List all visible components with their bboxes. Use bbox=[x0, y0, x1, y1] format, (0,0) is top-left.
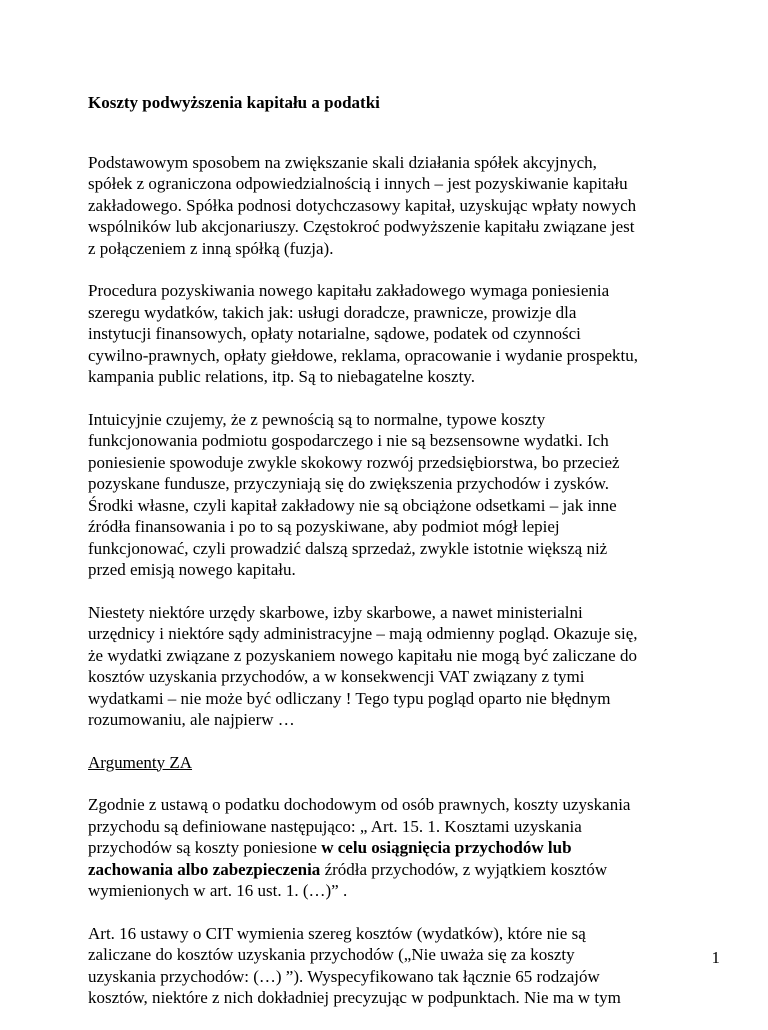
plain-text: przychodów są koszty poniesione bbox=[88, 838, 322, 857]
text-line: pozyskane fundusze, przyczyniają się do zwiększenia przychodów i zysków. bbox=[88, 474, 609, 493]
paragraph-3 bbox=[88, 409, 728, 581]
text-line: cywilno-prawnych, opłaty giełdowe, reklama, opracowanie i wydanie prospektu, bbox=[88, 345, 638, 365]
text-line: uzyskania przychodów: (…) ”). Wyspecyfikowano tak łącznie 65 rodzajów bbox=[88, 966, 600, 986]
text-line: poniesienie spowoduje zwykle skokowy rozwój przedsiębiorstwa, bo przecież bbox=[88, 452, 620, 472]
text-line: szeregu wydatków, takich jak: usługi doradcze, prawnicze, prowizje dla bbox=[88, 302, 577, 322]
text-line: funkcjonować, czyli prowadzić dalszą sprzedaż, zwykle istotnie większą niż bbox=[88, 538, 608, 558]
text-line: zakładowego. Spółka podnosi dotychczasowy kapitał, uzyskując wpłaty nowych bbox=[88, 195, 637, 215]
text-line: z połączeniem z inną spółką (fuzja). bbox=[88, 238, 334, 258]
paragraph-5 bbox=[88, 794, 728, 902]
text-line: kampania public relations, itp. Są to niebagatelne koszty. bbox=[88, 367, 475, 386]
text-line: spółek z ograniczona odpowiedzialnością i innych – jest pozyskiwanie kapitału bbox=[88, 174, 628, 193]
text-line-mixed bbox=[88, 859, 728, 881]
text-line: źródła finansowania i po to są pozyskiwane, aby podmiot mógł lepiej bbox=[88, 517, 560, 536]
bold-text: zachowania albo zabezpieczenia bbox=[88, 859, 321, 879]
text-line: przychodu są definiowane następująco: „ Art. 15. 1. Kosztami uzyskania bbox=[88, 816, 582, 836]
plain-text: źródła przychodów, z wyjątkiem kosztów bbox=[320, 859, 608, 879]
page-number: 1 bbox=[711, 948, 720, 967]
text-line: Niestety niektóre urzędy skarbowe, izby skarbowe, a nawet ministerialni bbox=[88, 602, 583, 622]
text-line: wymienionych w art. 16 ust. 1. (…)” . bbox=[88, 881, 348, 900]
document-page bbox=[88, 92, 728, 1030]
text-line: Zgodnie z ustawą o podatku dochodowym od osób prawnych, koszty uzyskania bbox=[88, 795, 631, 814]
text-line: że wydatki związane z pozyskaniem nowego kapitału nie mogą być zaliczane do bbox=[88, 645, 637, 665]
paragraph-1 bbox=[88, 152, 728, 260]
text-line: Podstawowym sposobem na zwiększanie skali działania spółek akcyjnych, bbox=[88, 152, 597, 172]
text-line: wydatkami – nie może być odliczany ! Tego typu pogląd oparto nie błędnym bbox=[88, 688, 611, 708]
bold-text: w celu osiągnięcia przychodów lub bbox=[321, 838, 572, 857]
text-line: wspólników lub akcjonariuszy. Częstokroć podwyższenie kapitału związane jest bbox=[88, 217, 635, 236]
section-heading: Argumenty ZA bbox=[88, 752, 193, 772]
text-line: zaliczane do kosztów uzyskania przychodów („Nie uważa się za koszty bbox=[88, 945, 575, 964]
text-line: Art. 16 ustawy o CIT wymienia szereg kosztów (wydatków), które nie są bbox=[88, 923, 586, 943]
paragraph-2 bbox=[88, 280, 728, 388]
text-line: Środki własne, czyli kapitał zakładowy nie są obciążone odsetkami – jak inne bbox=[88, 495, 617, 515]
text-line: przed emisją nowego kapitału. bbox=[88, 560, 296, 579]
text-line: Intuicyjnie czujemy, że z pewnością są to normalne, typowe koszty bbox=[88, 409, 546, 429]
text-line-mixed bbox=[88, 837, 728, 859]
paragraph-4 bbox=[88, 602, 728, 731]
text-line: urzędnicy i niektóre sądy administracyjne – mają odmienny pogląd. Okazuje się, bbox=[88, 624, 638, 643]
text-line: rozumowaniu, ale najpierw … bbox=[88, 710, 295, 729]
text-line: funkcjonowania podmiotu gospodarczego i nie są bezsensowne wydatki. Ich bbox=[88, 431, 609, 450]
paragraph-6 bbox=[88, 923, 728, 1009]
text-line: Procedura pozyskiwania nowego kapitału zakładowego wymaga poniesienia bbox=[88, 281, 610, 300]
text-line: instytucji finansowych, opłaty notarialne, sądowe, podatek od czynności bbox=[88, 324, 581, 343]
text-line: kosztów uzyskania przychodów, a w konsekwencji VAT związany z tymi bbox=[88, 667, 585, 686]
document-title: Koszty podwyższenia kapitału a podatki bbox=[88, 93, 380, 112]
text-line: kosztów, niektóre z nich dokładniej precyzując w podpunktach. Nie ma w tym bbox=[88, 988, 621, 1007]
